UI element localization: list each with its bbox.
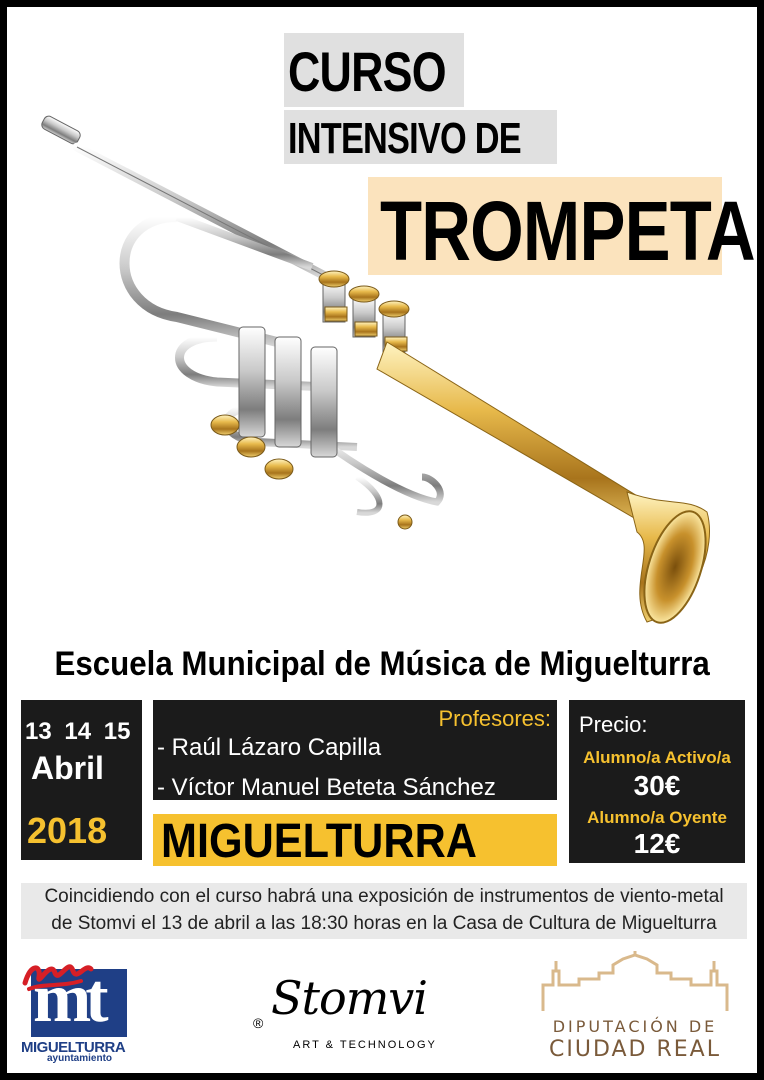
title-line-1-box: [284, 33, 464, 107]
note-line-1: Coincidiendo con el curso habrá una exposición de instrumentos de viento-metal: [44, 886, 724, 907]
miguelturra-logo-letters: mt: [33, 960, 103, 1037]
dates-panel: [21, 700, 142, 860]
dates-year: 2018: [27, 810, 108, 851]
price-listener-value: 12€: [633, 828, 681, 859]
title-line-1: CURSO: [288, 40, 446, 103]
teachers-label: Profesores:: [438, 706, 551, 731]
registered-mark: ®: [253, 1015, 264, 1031]
teacher-name: - Víctor Manuel Beteta Sánchez: [157, 774, 496, 801]
title-line-2: INTENSIVO DE: [288, 114, 521, 163]
stomvi-logo-tagline: ART & TECHNOLOGY: [293, 1039, 437, 1051]
school-name: Escuela Municipal de Música de Miguelturra: [54, 645, 710, 683]
price-label: Precio:: [579, 712, 648, 737]
note-line-2: de Stomvi el 13 de abril a las 18:30 horas en la Casa de Cultura de Miguelturra: [51, 913, 717, 934]
diputacion-logo-line-1: DIPUTACIÓN DE: [552, 1017, 718, 1036]
diputacion-logo-line-2: CIUDAD REAL: [549, 1037, 721, 1062]
stomvi-logo: [253, 967, 443, 1057]
dates-month: Abril: [31, 750, 104, 786]
diputacion-logo: [525, 951, 745, 1061]
exhibition-note: [21, 883, 747, 939]
miguelturra-logo-sub: ayuntamiento: [47, 1053, 113, 1064]
miguelturra-logo: [19, 951, 139, 1064]
price-active-value: 30€: [633, 770, 681, 801]
location-banner: [153, 814, 557, 866]
trumpet-illustration: [27, 107, 717, 627]
price-active-label: Alumno/a Activo/a: [583, 748, 731, 767]
building-outline-icon: [539, 951, 731, 1013]
miguelturra-logo-name: MIGUELTURRA: [21, 1039, 126, 1056]
title-line-3: TROMPETA: [380, 184, 755, 278]
stomvi-logo-name: Stomvi: [271, 971, 428, 1025]
poster: [7, 7, 757, 1073]
teacher-name: - Raúl Lázaro Capilla: [157, 734, 382, 761]
dates-days: 13 14 15: [25, 718, 131, 745]
location-text: MIGUELTURRA: [161, 815, 477, 868]
teachers-panel: [153, 700, 557, 800]
price-listener-label: Alumno/a Oyente: [587, 808, 727, 827]
price-panel: [569, 700, 745, 863]
